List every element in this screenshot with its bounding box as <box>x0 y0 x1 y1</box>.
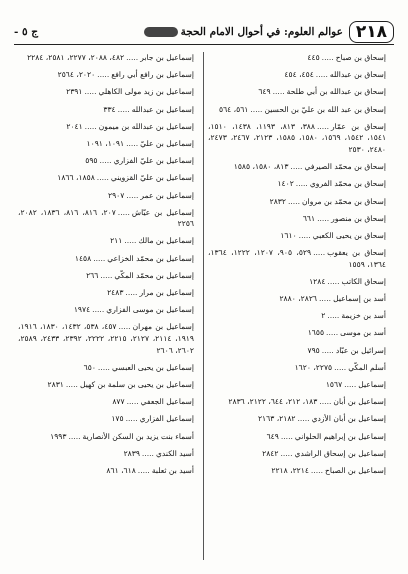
index-entry <box>208 465 386 477</box>
entry-pages: ..... ٢٨٣١ <box>48 380 80 389</box>
entry-pages: ..... ٧٩٥ <box>308 346 336 355</box>
index-entry <box>208 86 386 98</box>
index-entry <box>18 190 194 202</box>
entry-pages: ..... ٨١٣، ١٥٨٠، ١٥٨٥ <box>234 162 305 171</box>
entry-name: إسحاق بن يحيى الكعبي <box>312 230 386 240</box>
index-entry <box>208 230 386 242</box>
entry-name: إسماعيل بن إسحاق الراشدي <box>294 448 386 458</box>
entry-name: إسماعيل بن رافع أبي رافع <box>111 70 194 80</box>
entry-name: إسماعيل بن محمّد الخزاعي <box>107 253 194 263</box>
entry-pages: ..... ٤٥٤، ٤٥٤ <box>284 70 329 79</box>
index-entry <box>208 213 386 225</box>
entry-name: إسحاق بن صباح <box>335 53 386 62</box>
entry-pages: ..... ٢٠٤١ <box>66 122 98 131</box>
entry-name: إسرائيل بن عبّاد <box>335 345 386 355</box>
index-entry <box>208 161 386 173</box>
page-header <box>14 20 394 45</box>
entry-pages: ..... ٢٢١٤، ٢٢١٨ <box>271 466 325 475</box>
entry-pages: ..... ٢٨٤٢ <box>262 449 294 458</box>
entry-pages: ..... ٢٢٧٥، ١٦٢٠ <box>295 363 349 372</box>
entry-pages: ..... ٢ <box>321 311 341 320</box>
index-entry <box>18 207 194 230</box>
entry-pages: ..... ٢٠٢٠، ٢٥٦٤ <box>58 70 112 79</box>
entry-pages: ..... ١٤٠٢ <box>277 179 309 188</box>
index-entry <box>18 172 194 184</box>
entry-name: إسماعيل بن زيد مولى الكاهلي <box>98 87 194 97</box>
entry-name: إسحاق بن محمّد الصيرفي <box>304 162 386 172</box>
index-entry <box>208 121 386 156</box>
entry-pages: ..... ٤٨٢، ٢٠٨٨، ٢٢٧٧، ٢٥٨١، ٢٢٨٤ <box>27 53 140 62</box>
volume-label: ج ٥ - <box>14 26 39 38</box>
entry-name: إسحاق الكاتب <box>341 276 386 286</box>
index-entry <box>18 121 194 133</box>
index-entry <box>18 287 194 299</box>
entry-pages: ..... ١٦١٠ <box>280 231 312 240</box>
entry-pages: ..... ١٩٧٤ <box>74 305 106 314</box>
index-entry <box>18 86 194 98</box>
index-entry <box>18 235 194 247</box>
entry-pages: ..... ١٤٥٨ <box>75 254 107 263</box>
index-entry <box>18 362 194 374</box>
index-entry <box>208 327 386 339</box>
entry-pages: ..... ٦٤٩ <box>267 432 295 441</box>
entry-pages: ..... ١٦٥٥ <box>308 328 340 337</box>
entry-name: أسد بن إسماعيل <box>333 294 386 304</box>
index-entry <box>18 379 194 391</box>
entry-pages: ..... ٢١٨٢، ٢١٦٣ <box>258 414 312 423</box>
index-entry <box>18 270 194 282</box>
entry-pages: ..... ٢٠٧، ٨١٦، ٨١٦، ١٨٣٦، ٢٠٨٢، ٢٢٥٦ <box>18 208 194 229</box>
entry-name: إسماعيل بن عليّ الفزاري <box>113 156 194 166</box>
index-column-right <box>208 52 386 566</box>
entry-pages: ..... ١٨٣، ٢١٢، ٦٤٤، ٢١٢٢، ٢٨٣٦ <box>228 397 333 406</box>
entry-name: إسحاق بن محمّد الفروي <box>309 179 386 189</box>
entry-name: إسماعيل بن أبان <box>333 397 386 407</box>
entry-name: إسماعيل الجعفي <box>140 397 194 407</box>
index-entry <box>18 138 194 150</box>
entry-pages: ..... ٢٩٠٧ <box>108 191 140 200</box>
entry-pages: ..... ٨٧٧ <box>112 397 140 406</box>
entry-name: إسماعيل الفزاري <box>139 414 194 424</box>
index-entry <box>18 431 194 443</box>
entry-name: إسحاق بن محمّد بن مروان <box>302 196 386 206</box>
index-column-left <box>18 52 194 566</box>
index-entry <box>208 247 386 270</box>
entry-pages: ..... ٦٤٩ <box>258 87 286 96</box>
entry-name: إسماعيل بن عيّاش <box>131 207 194 217</box>
entry-pages: ..... ١٨٥٨، ١٨٦٦ <box>57 173 111 182</box>
entry-pages: ..... ١٧٥ <box>111 414 139 423</box>
entry-name: أسماء بنت يزيد بن السكن الأنصارية <box>82 431 194 441</box>
entry-pages: ..... ٣٣٤ <box>103 105 131 114</box>
index-entry <box>18 304 194 316</box>
entry-name: إسماعيل بن عليّ <box>140 138 194 148</box>
entry-pages: ..... ٢١١ <box>110 236 138 245</box>
entry-pages: ..... ١٥٦٧ <box>326 380 358 389</box>
index-entry <box>208 310 386 322</box>
entry-name: إسماعيل بن إبراهيم الحلواني <box>294 431 386 441</box>
entry-pages: ..... ٤٥٧، ٥٣٨، ١٤٣٢، ١٨٣٠، ١٩١٦، ١٩١٩، ٢١١٤، ٢١٢٧، ٢٢١٥، ٢٢٢٢، ٢٣٩٢، ٢٤٣٣، ٢٥٨٩، ٢٦٠٢، ٢٦٠٦ <box>18 322 194 354</box>
entry-name: إسماعيل بن يحيى بن سلمة بن كهيل <box>79 379 194 389</box>
index-entry <box>208 379 386 391</box>
entry-pages: ..... ١٢٨٤ <box>309 277 341 286</box>
entry-pages: ..... ٦٥٠ <box>84 363 112 372</box>
entry-name: إسماعيل <box>358 379 386 389</box>
entry-pages: ..... ٣٨٨، ٨١٣، ١١٩٣، ١٤٣٨، ١٥١٠، ١٥٤١، ١٥٤٢، ١٥٦٩، ١٥٨٠، ١٥٨٥، ٢١٢٣، ٢٤٦٧، ٢٤٧٣، ٢٤٨٠، ٢٥٣٠ <box>208 122 386 154</box>
entry-name: إسماعيل بن أبان الأزدي <box>311 414 386 424</box>
index-entry <box>18 396 194 408</box>
index-entry <box>18 465 194 477</box>
entry-name: إسحاق بن عبد الله بن عليّ بن الحسين <box>264 104 386 114</box>
entry-name: إسحاق بن يعقوب <box>327 248 386 258</box>
index-entry <box>18 321 194 356</box>
index-entry <box>208 448 386 460</box>
entry-pages: ..... ٥٢٩، ٩٠٥، ١٢٠٧، ١٢٢٢، ١٣٦٤، ١٣٦٤، ١٥٥٩ <box>208 248 386 269</box>
index-entry <box>208 104 386 116</box>
column-divider <box>203 52 204 560</box>
entry-pages: ..... ٢٣٩١ <box>66 87 98 96</box>
entry-name: أسيد بن ثعلبة <box>151 465 194 475</box>
index-entry <box>208 196 386 208</box>
entry-pages: ..... ٢٨٣٢ <box>270 197 302 206</box>
entry-name: إسماعيل بن يحيى العبسي <box>111 362 194 372</box>
entry-pages: ..... ٢٨٣٩ <box>124 449 156 458</box>
entry-name: إسماعيل بن موسى الفزاري <box>106 305 194 315</box>
entry-name: أسيد الكندي <box>155 448 194 458</box>
entry-pages: ..... ٦٦١ <box>303 214 331 223</box>
entry-pages: ..... ٢٦٦ <box>86 271 114 280</box>
entry-pages: ..... ٢٨٢٦، ٢٨٨٠ <box>279 294 333 303</box>
entry-name: إسماعيل بن محمّد المكّي <box>114 270 194 280</box>
running-title <box>44 26 343 38</box>
index-entry <box>208 69 386 81</box>
index-entry <box>18 52 194 64</box>
index-entry <box>208 52 386 64</box>
index-entry <box>208 345 386 357</box>
entry-name: إسحاق بن عبدالله <box>329 70 386 80</box>
entry-name: إسحاق بن منصور <box>331 213 386 223</box>
index-entry <box>18 413 194 425</box>
entry-name: أسد بن موسى <box>340 328 386 338</box>
index-entry <box>18 69 194 81</box>
index-entry <box>208 293 386 305</box>
index-entry <box>208 362 386 374</box>
index-entry <box>18 253 194 265</box>
index-entry <box>208 396 386 408</box>
running-title-text: عوالم العلوم: في أحوال الامام الحجة <box>180 26 343 38</box>
entry-pages: ..... ٦١٨، ٨٦١ <box>106 466 151 475</box>
index-entry <box>208 178 386 190</box>
entry-name: أسد بن خزيمة <box>341 311 386 321</box>
index-entry <box>18 155 194 167</box>
index-entry <box>18 104 194 116</box>
entry-name: إسماعيل بن جابر <box>140 53 194 62</box>
entry-name: إسماعيل بن مهران <box>132 322 195 332</box>
index-entry <box>208 413 386 425</box>
entry-name: إسماعيل بن الصباح <box>325 465 386 475</box>
entry-name: أسلم المكّي <box>348 362 386 372</box>
entry-name: إسحاق بن عمّار <box>331 121 386 131</box>
entry-name: إسماعيل بن مرار <box>139 288 194 298</box>
entry-name: إسماعيل بن عليّ القزويني <box>110 173 194 183</box>
entry-name: إسماعيل بن عبدالله بن ميمون <box>98 121 194 131</box>
entry-name: إسماعيل بن مالك <box>138 236 194 246</box>
entry-pages: ..... ٤٤٥ <box>307 53 335 62</box>
index-entry <box>208 431 386 443</box>
entry-pages: ..... ١٩٩٣ <box>50 432 82 441</box>
entry-name: إسماعيل بن عبدالله <box>131 104 194 114</box>
entry-name: إسماعيل بن عمر <box>140 190 194 200</box>
entry-pages: ..... ١٠٩١، ١٠٩١ <box>87 139 141 148</box>
entry-pages: ..... ٢٤٨٣ <box>107 288 139 297</box>
ornament-icon <box>144 27 178 37</box>
index-entry <box>208 276 386 288</box>
entry-name: إسحاق بن عبدالله بن أبي طلحة <box>286 87 386 97</box>
entry-pages: ..... ٥٦١، ٥٦٤ <box>219 105 264 114</box>
entry-pages: ..... ٥٩٥ <box>85 156 113 165</box>
index-entry <box>18 448 194 460</box>
page-number: ٢١٨ <box>349 21 394 43</box>
